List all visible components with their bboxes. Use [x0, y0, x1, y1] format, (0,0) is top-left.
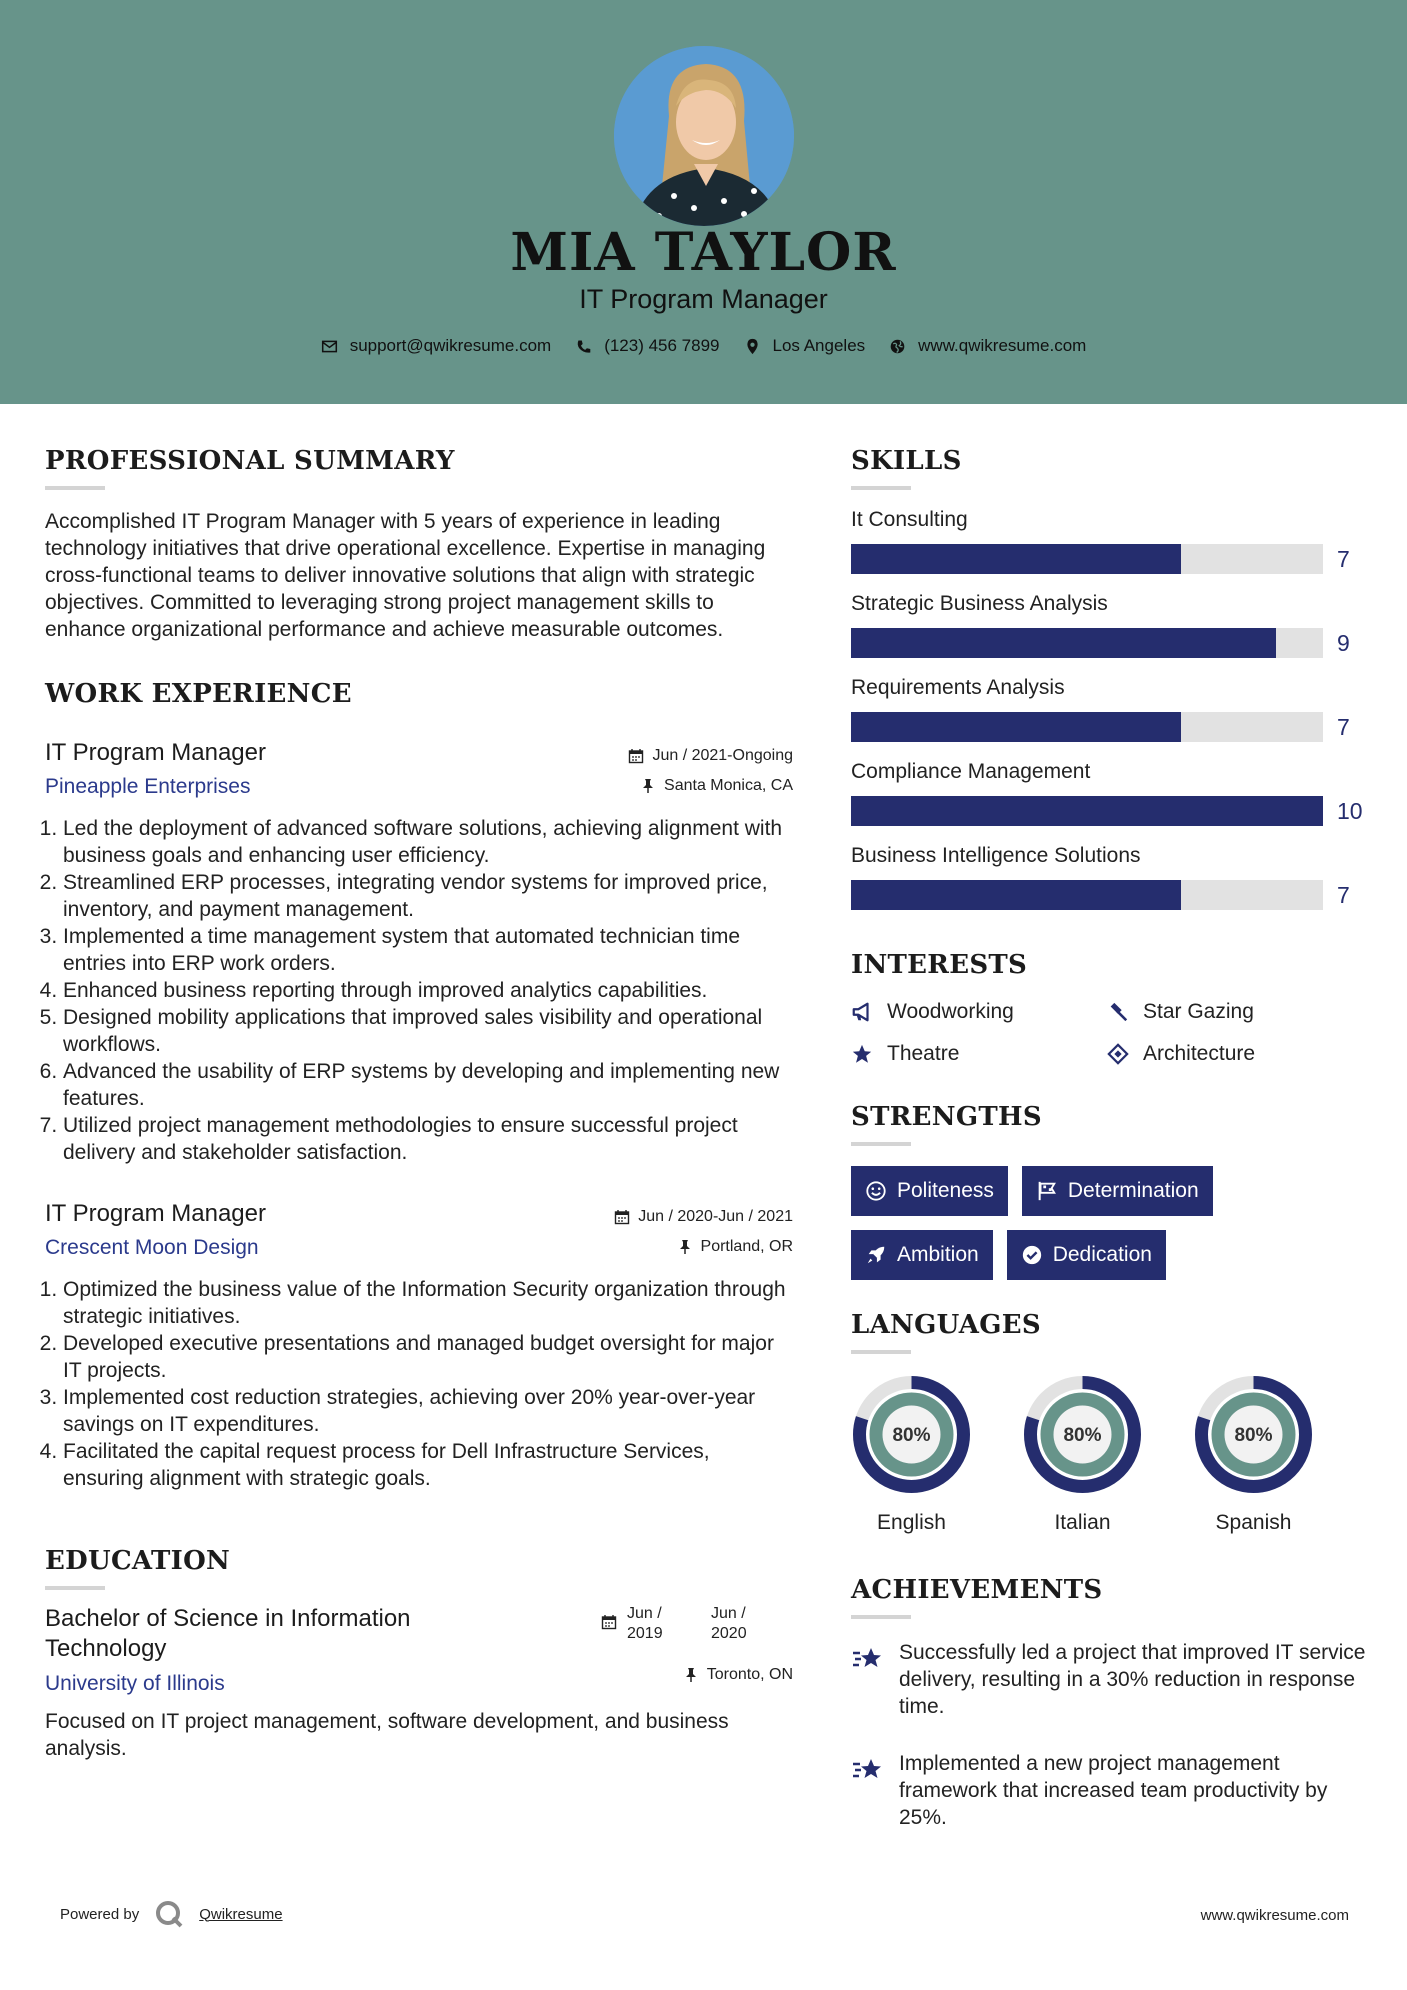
interest-item — [851, 1042, 1107, 1066]
skill-bar-track — [851, 544, 1323, 574]
interest-label: Architecture — [1143, 1042, 1256, 1065]
list-item: 5. Designed mobility applications that improved sales visibility and operational workflows. — [63, 1004, 793, 1058]
contact-location-text: Los Angeles — [772, 336, 866, 355]
skill-bar-track — [851, 712, 1323, 742]
skill-row — [851, 628, 1371, 658]
contact-website[interactable] — [889, 336, 1086, 356]
interest-item — [1107, 1000, 1347, 1024]
skill-bar-fill — [851, 880, 1181, 910]
skill-row — [851, 796, 1371, 826]
experience-section — [45, 679, 793, 1492]
skill-score: 7 — [1337, 881, 1350, 908]
education-dates — [601, 1604, 757, 1644]
education-description: Focused on IT project management, software development, and business analysis. — [45, 1710, 729, 1760]
achievements-heading: ACHIEVEMENTS — [851, 1575, 1103, 1605]
strength-label: Dedication — [1052, 1243, 1152, 1266]
skill-score: 7 — [1337, 713, 1350, 740]
strength-badge — [1007, 1230, 1166, 1280]
check-circle-icon — [1021, 1244, 1043, 1266]
skill-bar-track — [851, 880, 1323, 910]
globe-icon — [889, 338, 906, 355]
brand-link[interactable]: Qwikresume — [199, 1905, 283, 1923]
section-divider — [45, 1586, 105, 1590]
job-location-text: Santa Monica, CA — [664, 777, 793, 794]
skill-bar-fill — [851, 544, 1181, 574]
powered-by-label: Powered by — [60, 1905, 140, 1923]
job-location-text: Portland, OR — [700, 1238, 793, 1255]
contact-location — [744, 336, 866, 356]
education-start-date: Jun / 2019 — [627, 1605, 663, 1642]
list-item: 6. Advanced the usability of ERP systems by developing and implementing new features. — [63, 1058, 793, 1112]
company-name: Crescent Moon Design — [45, 1236, 259, 1259]
resume-header — [0, 0, 1407, 404]
interest-label: Star Gazing — [1143, 1000, 1254, 1023]
job-bullets — [45, 1276, 793, 1492]
section-divider — [45, 486, 105, 490]
rocket-icon — [865, 1244, 887, 1266]
languages-section — [851, 1310, 1371, 1535]
achievements-section — [851, 1575, 1371, 1831]
footer-branding — [60, 1898, 283, 1930]
language-ring — [851, 1374, 972, 1495]
language-percent: 80% — [1063, 1425, 1102, 1446]
list-item: 3. Implemented a time management system that automated technician time entries into ERP work orders. — [63, 923, 793, 977]
language-percent: 80% — [1234, 1425, 1273, 1446]
language-name: English — [877, 1511, 946, 1534]
strength-label: Determination — [1067, 1179, 1199, 1202]
map-marker-icon — [744, 338, 761, 355]
qwikresume-logo-icon — [153, 1898, 185, 1930]
education-section — [45, 1546, 793, 1762]
language-item — [851, 1374, 972, 1535]
skill-name: Requirements Analysis — [851, 676, 1065, 699]
contact-bar — [0, 336, 1407, 356]
language-ring — [1193, 1374, 1314, 1495]
job-entry — [45, 739, 793, 1166]
ticket-icon — [1107, 1043, 1129, 1065]
skill-name: It Consulting — [851, 508, 968, 531]
list-item: 3. Implemented cost reduction strategies, achieving over 20% year-over-year savings on IT expenditures. — [63, 1384, 793, 1438]
skill-row — [851, 880, 1371, 910]
skill-item — [851, 508, 1371, 574]
interests-section — [851, 950, 1371, 1066]
skill-score: 10 — [1337, 797, 1363, 824]
job-bullets — [45, 815, 793, 1166]
skill-item — [851, 592, 1371, 658]
list-item: 1. Led the deployment of advanced software solutions, achieving alignment with business goals and enhancing user efficiency. — [63, 815, 793, 869]
interest-item — [1107, 1042, 1347, 1066]
strengths-heading: STRENGTHS — [851, 1102, 1042, 1132]
calendar-icon — [628, 748, 644, 764]
list-item: 4. Facilitated the capital request process for Dell Infrastructure Services, ensuring alignment with strategic goals. — [63, 1438, 793, 1492]
envelope-icon — [321, 338, 338, 355]
candidate-name: MIA TAYLOR — [510, 222, 897, 283]
shooting-star-icon — [851, 1752, 885, 1786]
list-item: 2. Streamlined ERP processes, integrating vendor systems for improved price, inventory, and payment management. — [63, 869, 793, 923]
list-item: 2. Developed executive presentations and managed budget oversight for major IT projects. — [63, 1330, 793, 1384]
job-location — [614, 1238, 793, 1256]
skill-item — [851, 844, 1371, 910]
interest-item — [851, 1000, 1107, 1024]
megaphone-icon — [851, 1001, 873, 1023]
skill-name: Strategic Business Analysis — [851, 592, 1108, 615]
calendar-icon — [601, 1614, 617, 1630]
skills-heading: SKILLS — [851, 446, 962, 476]
gavel-icon — [1107, 1001, 1129, 1023]
language-percent: 80% — [892, 1425, 931, 1446]
left-column — [45, 404, 793, 1762]
job-title: IT Program Manager — [45, 1200, 266, 1227]
strength-label: Ambition — [897, 1243, 979, 1266]
strength-badge — [1022, 1166, 1213, 1216]
section-divider — [851, 486, 911, 490]
shooting-star-icon — [851, 1641, 885, 1675]
experience-heading: WORK EXPERIENCE — [45, 679, 352, 709]
language-item — [1022, 1374, 1143, 1535]
contact-phone-text: (123) 456 7899 — [604, 336, 720, 355]
list-item: 7. Utilized project management methodologies to ensure successful project delivery and stakeholder satisfaction. — [63, 1112, 793, 1166]
section-divider — [851, 1142, 911, 1146]
job-title: IT Program Manager — [45, 739, 266, 766]
job-location — [628, 777, 793, 795]
right-column — [851, 404, 1371, 1831]
languages-heading: LANGUAGES — [851, 1310, 1041, 1340]
strength-label: Politeness — [897, 1179, 994, 1202]
strength-badge — [851, 1166, 1008, 1216]
company-name: Pineapple Enterprises — [45, 775, 251, 798]
language-ring — [1022, 1374, 1143, 1495]
skill-bar-fill — [851, 712, 1181, 742]
language-name: Spanish — [1215, 1511, 1292, 1534]
interest-label: Theatre — [887, 1042, 960, 1065]
list-item: 4. Enhanced business reporting through improved analytics capabilities. — [63, 977, 793, 1004]
strengths-list — [851, 1166, 1351, 1280]
contact-phone[interactable] — [575, 336, 719, 356]
smile-icon — [865, 1180, 887, 1202]
education-location-text: Toronto, ON — [706, 1666, 793, 1683]
job-dates-text: Jun / 2020-Jun / 2021 — [638, 1208, 793, 1225]
skill-row — [851, 712, 1371, 742]
achievement-item — [851, 1639, 1371, 1720]
strength-badge — [851, 1230, 993, 1280]
languages-list — [851, 1374, 1371, 1535]
profile-photo — [614, 46, 794, 226]
skills-list — [851, 508, 1371, 910]
flag-icon — [1036, 1180, 1058, 1202]
job-dates — [628, 747, 793, 765]
phone-icon — [575, 338, 592, 355]
pushpin-icon — [677, 1239, 693, 1255]
job-entry — [45, 1200, 793, 1492]
summary-text: Accomplished IT Program Manager with 5 years of experience in leading technology initiatives that drive operational excellence. Expertise in managing cross-functional teams to deliver innovative solutions that align with strategic objectives. Committed to leveraging strong project management skills to enhance organizational performance and achieve measurable outcomes. — [45, 510, 766, 641]
skill-row — [851, 544, 1371, 574]
achievement-item — [851, 1750, 1371, 1831]
pushpin-icon — [640, 778, 656, 794]
calendar-icon — [614, 1209, 630, 1225]
skill-bar-track — [851, 628, 1323, 658]
language-name: Italian — [1054, 1511, 1111, 1534]
contact-email-text: support@qwikresume.com — [349, 336, 552, 355]
candidate-role: IT Program Manager — [579, 284, 828, 314]
achievement-text: Implemented a new project management framework that increased team productivity by 25%. — [899, 1752, 1328, 1829]
school-name: University of Illinois — [45, 1672, 225, 1695]
skill-score: 9 — [1337, 629, 1350, 656]
interests-list — [851, 1000, 1371, 1066]
star-icon — [851, 1043, 873, 1065]
interests-heading: INTERESTS — [851, 950, 1028, 980]
achievement-text: Successfully led a project that improved IT service delivery, resulting in a 30% reduction in response time. — [899, 1641, 1366, 1718]
skill-bar-fill — [851, 796, 1323, 826]
skill-item — [851, 760, 1371, 826]
education-end-date: Jun / 2020 — [711, 1605, 747, 1642]
language-item — [1193, 1374, 1314, 1535]
section-divider — [851, 1615, 911, 1619]
contact-website-text: www.qwikresume.com — [918, 336, 1087, 355]
pushpin-icon — [683, 1667, 699, 1683]
job-dates — [614, 1208, 793, 1226]
degree-title: Bachelor of Science in Information Technology — [45, 1605, 411, 1662]
skill-item — [851, 676, 1371, 742]
skill-name: Business Intelligence Solutions — [851, 844, 1141, 867]
skills-section — [851, 446, 1371, 910]
skill-score: 7 — [1337, 545, 1350, 572]
skill-bar-track — [851, 796, 1323, 826]
education-location — [601, 1666, 793, 1684]
skill-name: Compliance Management — [851, 760, 1091, 783]
summary-heading: PROFESSIONAL SUMMARY — [45, 446, 455, 476]
interest-label: Woodworking — [887, 1000, 1014, 1023]
contact-email[interactable] — [321, 336, 552, 356]
summary-section — [45, 446, 793, 643]
footer-website[interactable]: www.qwikresume.com — [1200, 1907, 1349, 1924]
section-divider — [851, 1350, 911, 1354]
strengths-section — [851, 1102, 1371, 1280]
skill-bar-fill — [851, 628, 1276, 658]
job-dates-text: Jun / 2021-Ongoing — [652, 747, 793, 764]
list-item: 1. Optimized the business value of the Information Security organization through strategic initiatives. — [63, 1276, 793, 1330]
education-heading: EDUCATION — [45, 1546, 231, 1576]
